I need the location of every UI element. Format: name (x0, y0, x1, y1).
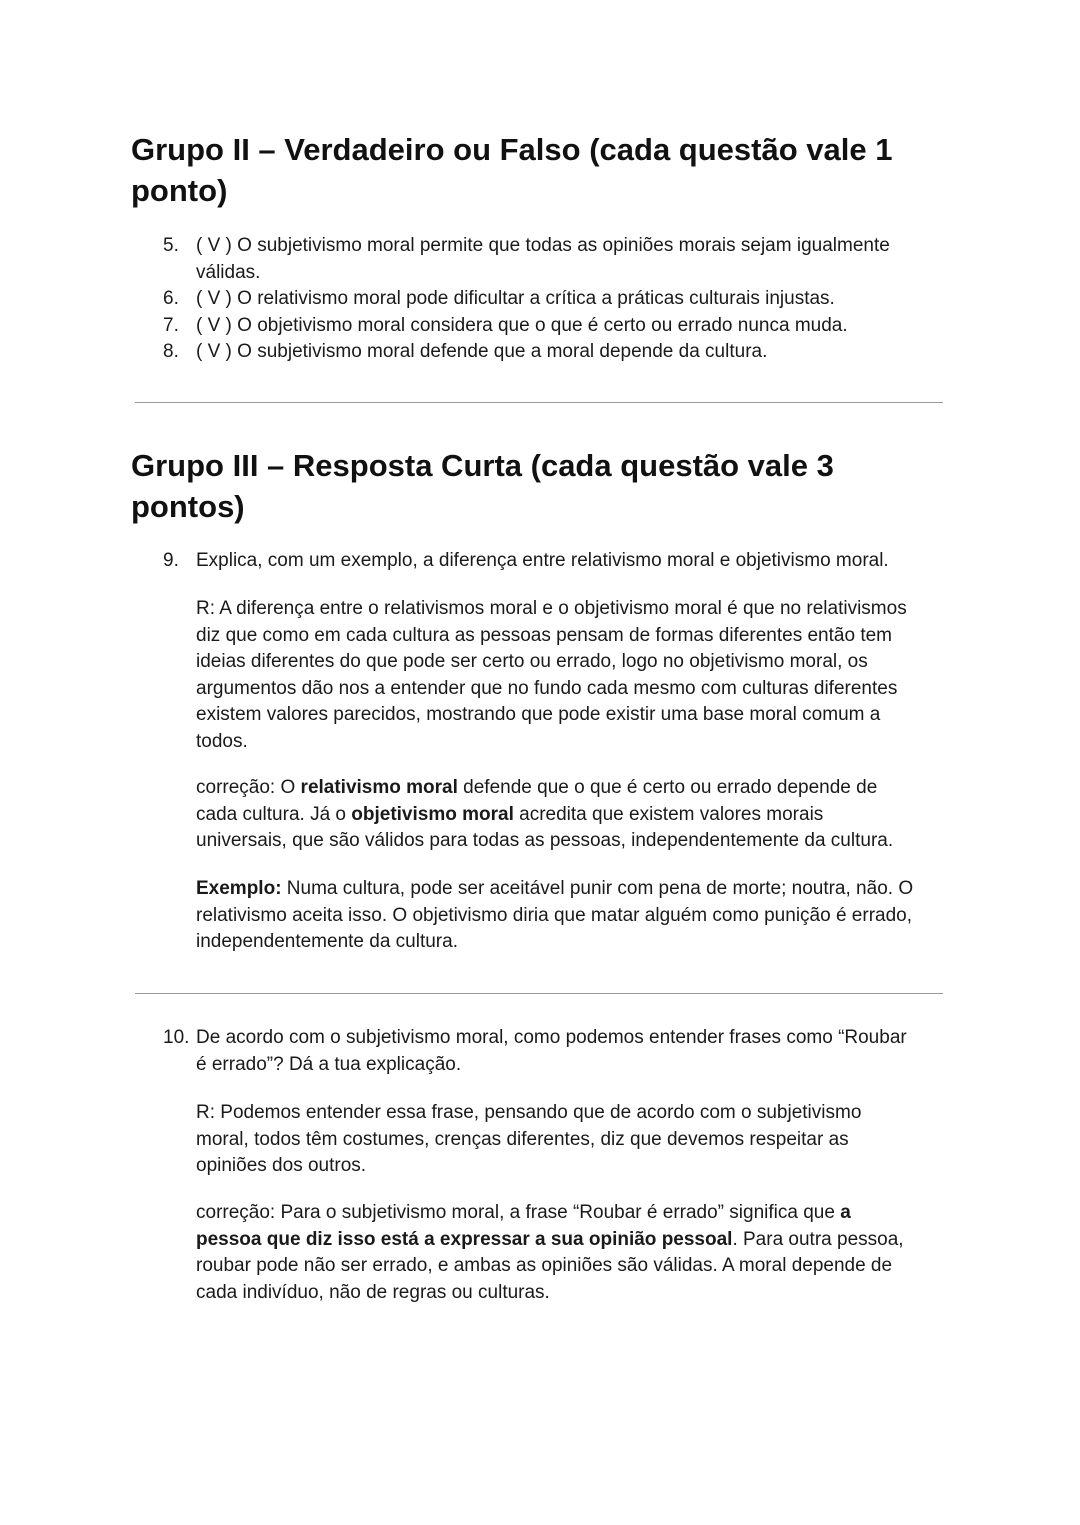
q10-answer (196, 1100, 956, 1180)
correction-text: cada cultura. Já o (196, 803, 352, 825)
example-label: Exemplo: (196, 878, 282, 899)
item-number: 8. (163, 341, 179, 362)
list-item (0, 548, 956, 575)
item-number: 9. (163, 550, 179, 571)
answer-line: existem valores parecidos, mostrando que pode existir uma base moral comum a (196, 704, 881, 725)
group2-title (131, 129, 931, 211)
correction-text: defende que o que é certo ou errado depende de (457, 777, 878, 798)
question-text: De acordo com o subjetivismo moral, como podemos entender frases como “Roubar (196, 1027, 907, 1048)
list-item (0, 286, 956, 313)
list-item (0, 339, 956, 366)
list-item (0, 313, 956, 340)
item-number: 7. (163, 314, 179, 336)
example-text: independentemente da cultura. (196, 931, 458, 952)
answer-line: argumentos dão nos a entender que no fundo cada mesmo com culturas diferentes (196, 677, 898, 699)
group3-title-line2: pontos) (131, 489, 245, 524)
list-item (0, 1025, 956, 1078)
q9-example (196, 876, 956, 956)
item-number: 6. (163, 288, 179, 309)
correction-bold: objetivismo moral (351, 803, 514, 825)
q10-correction (196, 1200, 956, 1306)
answer-line: R: Podemos entender essa frase, pensando que de acordo com o subjetivismo (196, 1102, 862, 1123)
example-text: Numa cultura, pode ser aceitável punir com pena de morte; noutra, não. O (281, 878, 914, 899)
q9-question (0, 548, 1080, 575)
group3-title (131, 445, 931, 527)
correction-bold: a (840, 1202, 851, 1223)
group2-title-line2: ponto) (131, 173, 228, 208)
answer-line: diz que como em cada cultura as pessoas pensam de formas diferentes então tem (196, 624, 892, 646)
q9-correction (196, 775, 956, 855)
group2-title-line1: Grupo II – Verdadeiro ou Falso (cada questão vale 1 (131, 132, 893, 167)
answer-line: moral, todos têm costumes, crenças diferentes, diz que devemos respeitar as (196, 1128, 849, 1150)
item-number: 5. (163, 235, 179, 256)
correction-text: correção: Para o subjetivismo moral, a frase “Roubar é errado” significa que (196, 1202, 841, 1223)
q9-answer (196, 596, 956, 755)
example-text: relativismo aceita isso. O objetivismo diria que matar alguém como punição é errado, (196, 904, 912, 926)
correction-text: universais, que são válidos para todas as pessoas, independentemente da cultura. (196, 830, 894, 851)
item-number: 10. (163, 1027, 190, 1048)
q10-question (0, 1025, 1080, 1078)
item-text: ( V ) O subjetivismo moral permite que todas as opiniões morais sejam igualmente (196, 235, 890, 256)
list-item (0, 233, 956, 286)
item-text: ( V ) O objetivismo moral considera que o que é certo ou errado nunca muda. (196, 314, 848, 336)
answer-line: opiniões dos outros. (196, 1155, 367, 1176)
divider (135, 402, 943, 403)
correction-bold: pessoa que diz isso está a expressar a sua opinião pessoal (196, 1228, 733, 1250)
item-text: ( V ) O subjetivismo moral defende que a moral depende da cultura. (196, 341, 768, 362)
correction-text: acredita que existem valores morais (513, 803, 824, 825)
question-text: é errado”? Dá a tua explicação. (196, 1053, 462, 1075)
item-text: ( V ) O relativismo moral pode dificultar a crítica a práticas culturais injustas. (196, 288, 835, 309)
answer-line: R: A diferença entre o relativismos moral e o objetivismo moral é que no relativismos (196, 598, 907, 619)
answer-line: todos. (196, 730, 248, 752)
correction-bold: relativismo moral (300, 777, 458, 798)
group2-list (0, 233, 1080, 366)
correction-text: roubar pode não ser errado, e ambas as opiniões são válidas. A moral depende de (196, 1255, 893, 1276)
correction-text: cada indivíduo, não de regras ou culturas. (196, 1281, 550, 1303)
correction-text: correção: O (196, 777, 301, 798)
divider (135, 993, 943, 994)
correction-text: . Para outra pessoa, (732, 1228, 904, 1250)
item-text: válidas. (196, 261, 261, 283)
answer-line: ideias diferentes do que pode ser certo ou errado, logo no objetivismo moral, os (196, 651, 868, 672)
question-text: Explica, com um exemplo, a diferença entre relativismo moral e objetivismo moral. (196, 550, 889, 571)
group3-title-line1: Grupo III – Resposta Curta (cada questão vale 3 (131, 448, 834, 483)
